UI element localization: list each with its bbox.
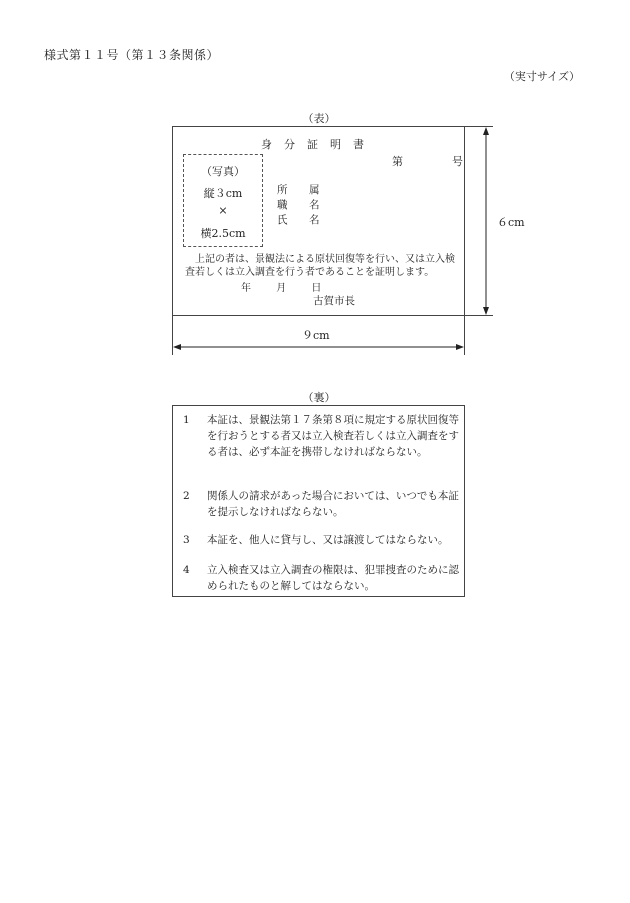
photo-height: 縦３cm (203, 187, 243, 200)
number-label: 第 (392, 155, 403, 168)
number-suffix: 号 (452, 155, 463, 168)
back-item-1-text: 本証は、景観法第１７条第８項に規定する原状回復等を行おうとする者又は立入検査若しくは立入調査をする者は、必ず本証を携帯しなければならない。 (207, 414, 459, 458)
back-item-1-number: 1 (183, 414, 190, 426)
back-item-4 (183, 562, 458, 594)
date-year: 年 (241, 283, 251, 294)
back-item-3-number: 3 (183, 534, 190, 546)
date-line (241, 279, 321, 294)
photo-width: 横2.5cm (200, 227, 246, 240)
id-card-front (172, 126, 465, 316)
issuer: 古賀市長 (313, 295, 355, 307)
card-title: 身分証明書 (261, 138, 376, 151)
field-affiliation-2: 属 (309, 184, 320, 196)
field-position-2: 名 (309, 199, 320, 211)
field-position-1: 職 (277, 199, 288, 211)
actual-size-note: （実寸サイズ） (503, 70, 580, 83)
width-label: ９cm (302, 329, 330, 342)
back-item-2 (183, 488, 458, 520)
height-label: ６cm (497, 216, 525, 229)
id-card-back (172, 405, 465, 597)
front-side-label: （表） (302, 112, 336, 125)
back-item-3 (183, 532, 458, 548)
certification-text: 上記の者は、景観法による原状回復等を行い、又は立入検査若しくは立入調査を行う者であることを証明します。 (185, 254, 455, 278)
width-extension-right (464, 316, 465, 337)
back-item-3-text: 本証を、他人に貸与し、又は譲渡してはならない。 (207, 534, 449, 546)
photo-placeholder (183, 154, 263, 247)
height-dimension (465, 126, 495, 316)
back-side-label: （裏） (302, 391, 336, 404)
width-extension-left (172, 316, 173, 337)
photo-times: × (218, 204, 228, 217)
back-item-4-number: 4 (183, 564, 190, 576)
field-name-2: 名 (309, 214, 320, 226)
form-title: 様式第１１号（第１３条関係） (44, 48, 220, 62)
back-item-4-text: 立入検査又は立入調査の権限は、犯罪捜査のために認められたものと解してはならない。 (207, 564, 459, 592)
back-item-2-text: 関係人の請求があった場合においては、いつでも本証を提示しなければならない。 (207, 490, 459, 518)
back-item-1 (183, 412, 458, 476)
field-affiliation-1: 所 (277, 184, 288, 196)
field-name-1: 氏 (277, 214, 288, 226)
date-month: 月 (276, 283, 287, 294)
back-item-2-number: 2 (183, 490, 190, 502)
photo-label: （写真） (201, 165, 245, 178)
date-day: 日 (311, 283, 322, 294)
